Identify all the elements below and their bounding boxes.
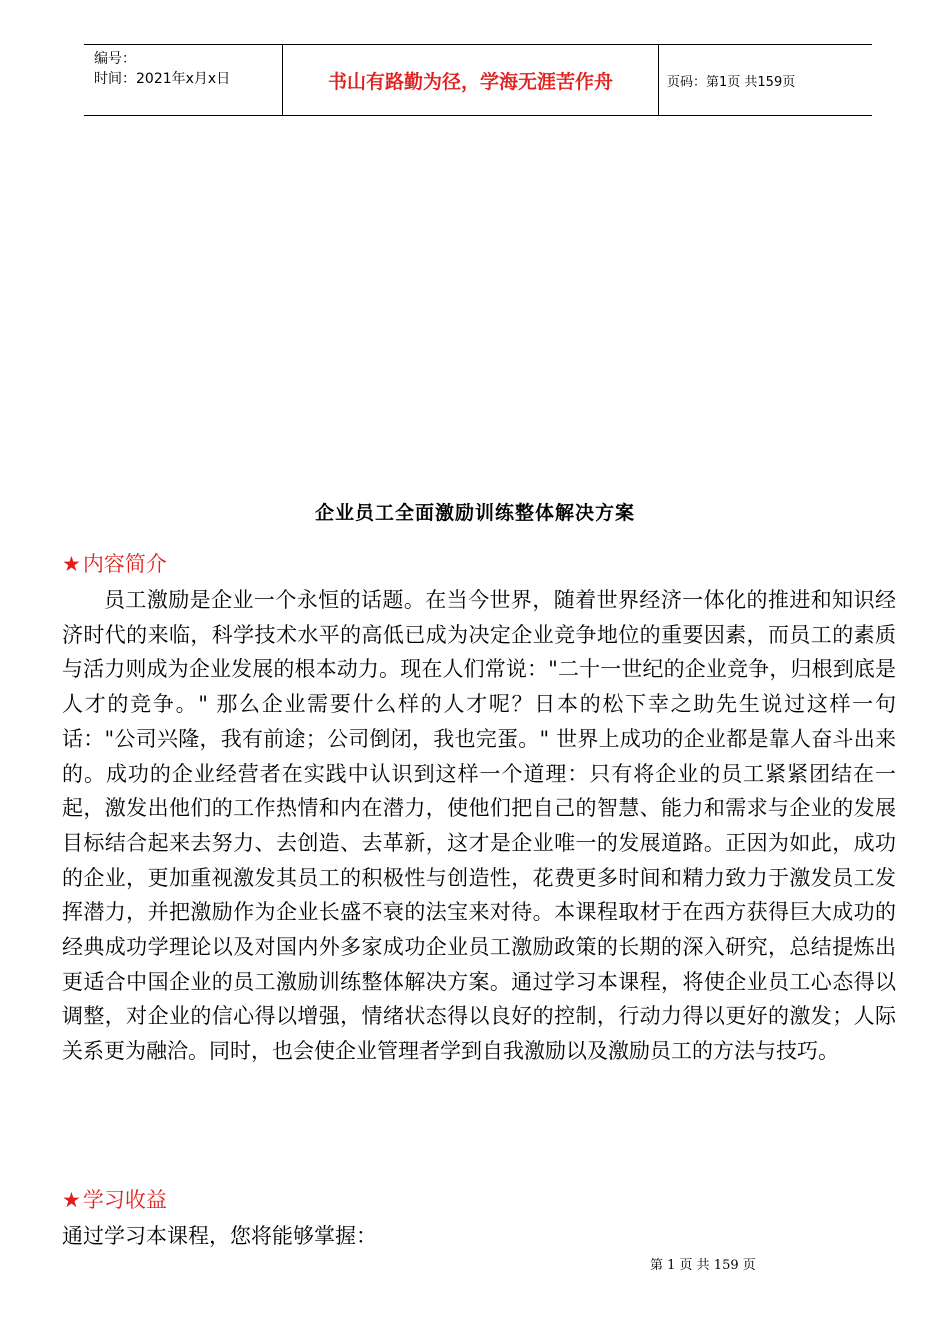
header-meta-cell <box>84 45 283 115</box>
document-title: 企业员工全面激励训练整体解决方案 <box>314 502 635 524</box>
header-page-info: 页码：第1页 共159页 <box>667 74 796 90</box>
section-heading-text: 学习收益 <box>82 1188 167 1212</box>
page-footer: 第 1 页 共 159 页 <box>650 1258 756 1273</box>
section-heading-text: 内容简介 <box>82 552 167 576</box>
page-header <box>84 44 872 116</box>
benefits-intro-text: 通过学习本课程，您将能够掌握： <box>62 1224 377 1248</box>
section-heading-intro <box>62 550 167 578</box>
time-label: 时间：2021年x月x日 <box>94 71 231 87</box>
section-heading-benefits <box>62 1186 167 1214</box>
intro-paragraph: 员工激励是企业一个永恒的话题。在当今世界，随着世界经济一体化的推进和知识经济时代的来临，科学技术水平的高低已成为决定企业竞争地位的重要因素，而员工的素质与活力则成为企业发展的根本动力。现在人们常说："二十一世纪的企业竞争，归根到底是人才的竞争。" 那么企业需要什么样的人才呢？日本的松下幸之助先生说过这样一句话："公司兴隆，我有前途；公司倒闭，我也完蛋。" 世界上成功的企业都是靠人奋斗出来的。成功的企业经营者在实践中认识到这样一个道理：只有将企业的员工紧紧团结在一起，激发出他们的工作热情和内在潜力，使他们把自己的智慧、能力和需求与企业的发展目标结合起来去努力、去创造、去革新，这才是企业唯一的发展道路。正因为如此，成功的企业，更加重视激发其员工的积极性与创造性，花费更多时间和精力致力于激发员工发挥潜力，并把激励作为企业长盛不衰的法宝来对待。本课程取材于在西方获得巨大成功的经典成功学理论以及对国内外多家成功企业员工激励政策的长期的深入研究，总结提炼出更适合中国企业的员工激励训练整体解决方案。通过学习本课程，将使企业员工心态得以调整，对企业的信心得以增强，情绪状态得以良好的控制，行动力得以更好的激发；人际关系更为融洽。同时，也会使企业管理者学到自我激励以及激励员工的方法与技巧。 <box>62 588 896 1064</box>
header-motto: 书山有路勤为径，学海无涯苦作舟 <box>283 45 659 115</box>
star-icon: ★ <box>62 552 81 576</box>
star-icon: ★ <box>62 1188 81 1212</box>
number-label: 编号： <box>94 51 136 67</box>
